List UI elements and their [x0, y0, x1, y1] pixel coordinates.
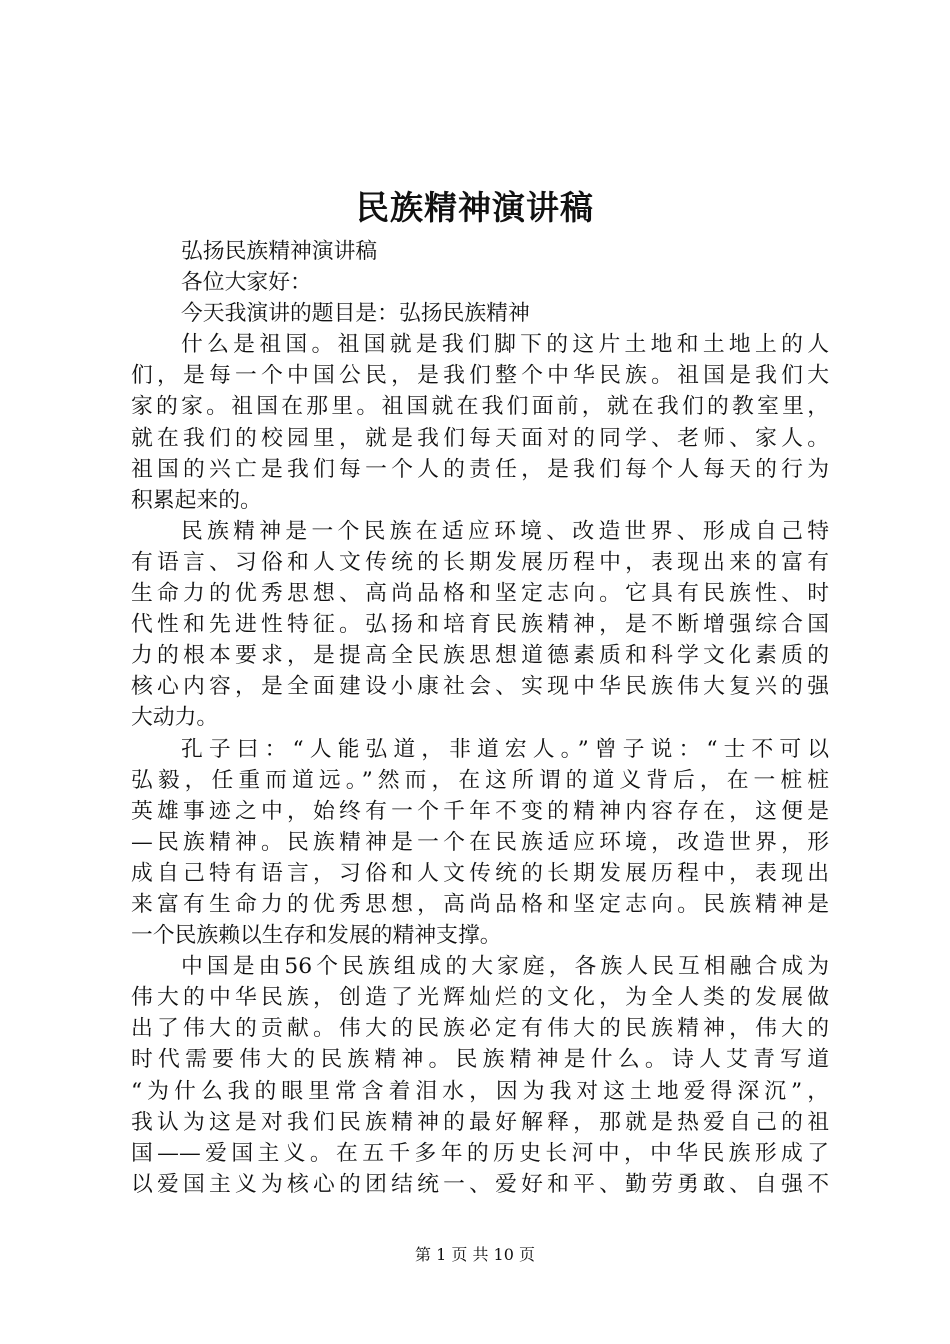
text-line: —民族精神。民族精神是一个在民族适应环境，改造世界，形: [131, 829, 829, 855]
text-line: “为什么我的眼里常含着泪水，因为我对这土地爱得深沉”，: [131, 1078, 829, 1104]
text-line: 英雄事迹之中，始终有一个千年不变的精神内容存在，这便是: [131, 798, 829, 824]
text-line: 生命力的优秀思想、高尚品格和坚定志向。它具有民族性、时: [131, 581, 829, 607]
text-line: 各位大家好：: [181, 270, 312, 296]
text-line: 有语言、习俗和人文传统的长期发展历程中，表现出来的富有: [131, 549, 829, 575]
text-line: 什么是祖国。祖国就是我们脚下的这片土地和土地上的人: [181, 332, 829, 358]
text-line: 伟大的中华民族，创造了光辉灿烂的文化，为全人类的发展做: [131, 985, 829, 1011]
text-line: 力的根本要求，是提高全民族思想道德素质和科学文化素质的: [131, 643, 829, 669]
page-footer: 第 1 页 共 10 页: [415, 1245, 535, 1264]
text-line: 来富有生命力的优秀思想，高尚品格和坚定志向。民族精神是: [131, 891, 829, 917]
text-line: 时代需要伟大的民族精神。民族精神是什么。诗人艾青写道: [131, 1047, 829, 1073]
text-line: 以爱国主义为核心的团结统一、爱好和平、勤劳勇敢、自强不: [131, 1171, 829, 1197]
text-line: 一个民族赖以生存和发展的精神支撑。: [131, 923, 502, 949]
text-line: 代性和先进性特征。弘扬和培育民族精神，是不断增强综合国: [131, 612, 829, 638]
text-line: 们，是每一个中国公民，是我们整个中华民族。祖国是我们大: [131, 363, 829, 389]
text-line: 国——爱国主义。在五千多年的历史长河中，中华民族形成了: [131, 1140, 829, 1166]
document-body: [131, 236, 829, 1200]
text-line: 祖国的兴亡是我们每一个人的责任，是我们每个人每天的行为: [131, 456, 829, 482]
text-line: 就在我们的校园里，就是我们每天面对的同学、老师、家人。: [131, 425, 829, 451]
text-line: 核心内容，是全面建设小康社会、实现中华民族伟大复兴的强: [131, 674, 829, 700]
document-title: 民族精神演讲稿: [356, 188, 594, 227]
text-line: 弘扬民族精神演讲稿: [181, 239, 378, 264]
text-line: 孔子曰：“人能弘道，非道宏人。”曾子说：“士不可以: [181, 736, 829, 762]
text-line: 积累起来的。: [131, 487, 262, 513]
text-line: 出了伟大的贡献。伟大的民族必定有伟大的民族精神，伟大的: [131, 1016, 829, 1042]
text-line: 家的家。祖国在那里。祖国就在我们面前，就在我们的教室里，: [131, 394, 829, 420]
text-line: 中国是由56个民族组成的大家庭，各族人民互相融合成为: [181, 954, 829, 980]
text-line: 民族精神是一个民族在适应环境、改造世界、形成自己特: [181, 518, 829, 544]
text-line: 弘毅，任重而道远。”然而，在这所谓的道义背后，在一桩桩: [131, 767, 829, 793]
text-line: 我认为这是对我们民族精神的最好解释，那就是热爱自己的祖: [131, 1109, 829, 1135]
text-line: 大动力。: [131, 705, 219, 731]
text-line: 今天我演讲的题目是：弘扬民族精神: [181, 301, 530, 327]
text-line: 成自己特有语言，习俗和人文传统的长期发展历程中，表现出: [131, 860, 829, 886]
